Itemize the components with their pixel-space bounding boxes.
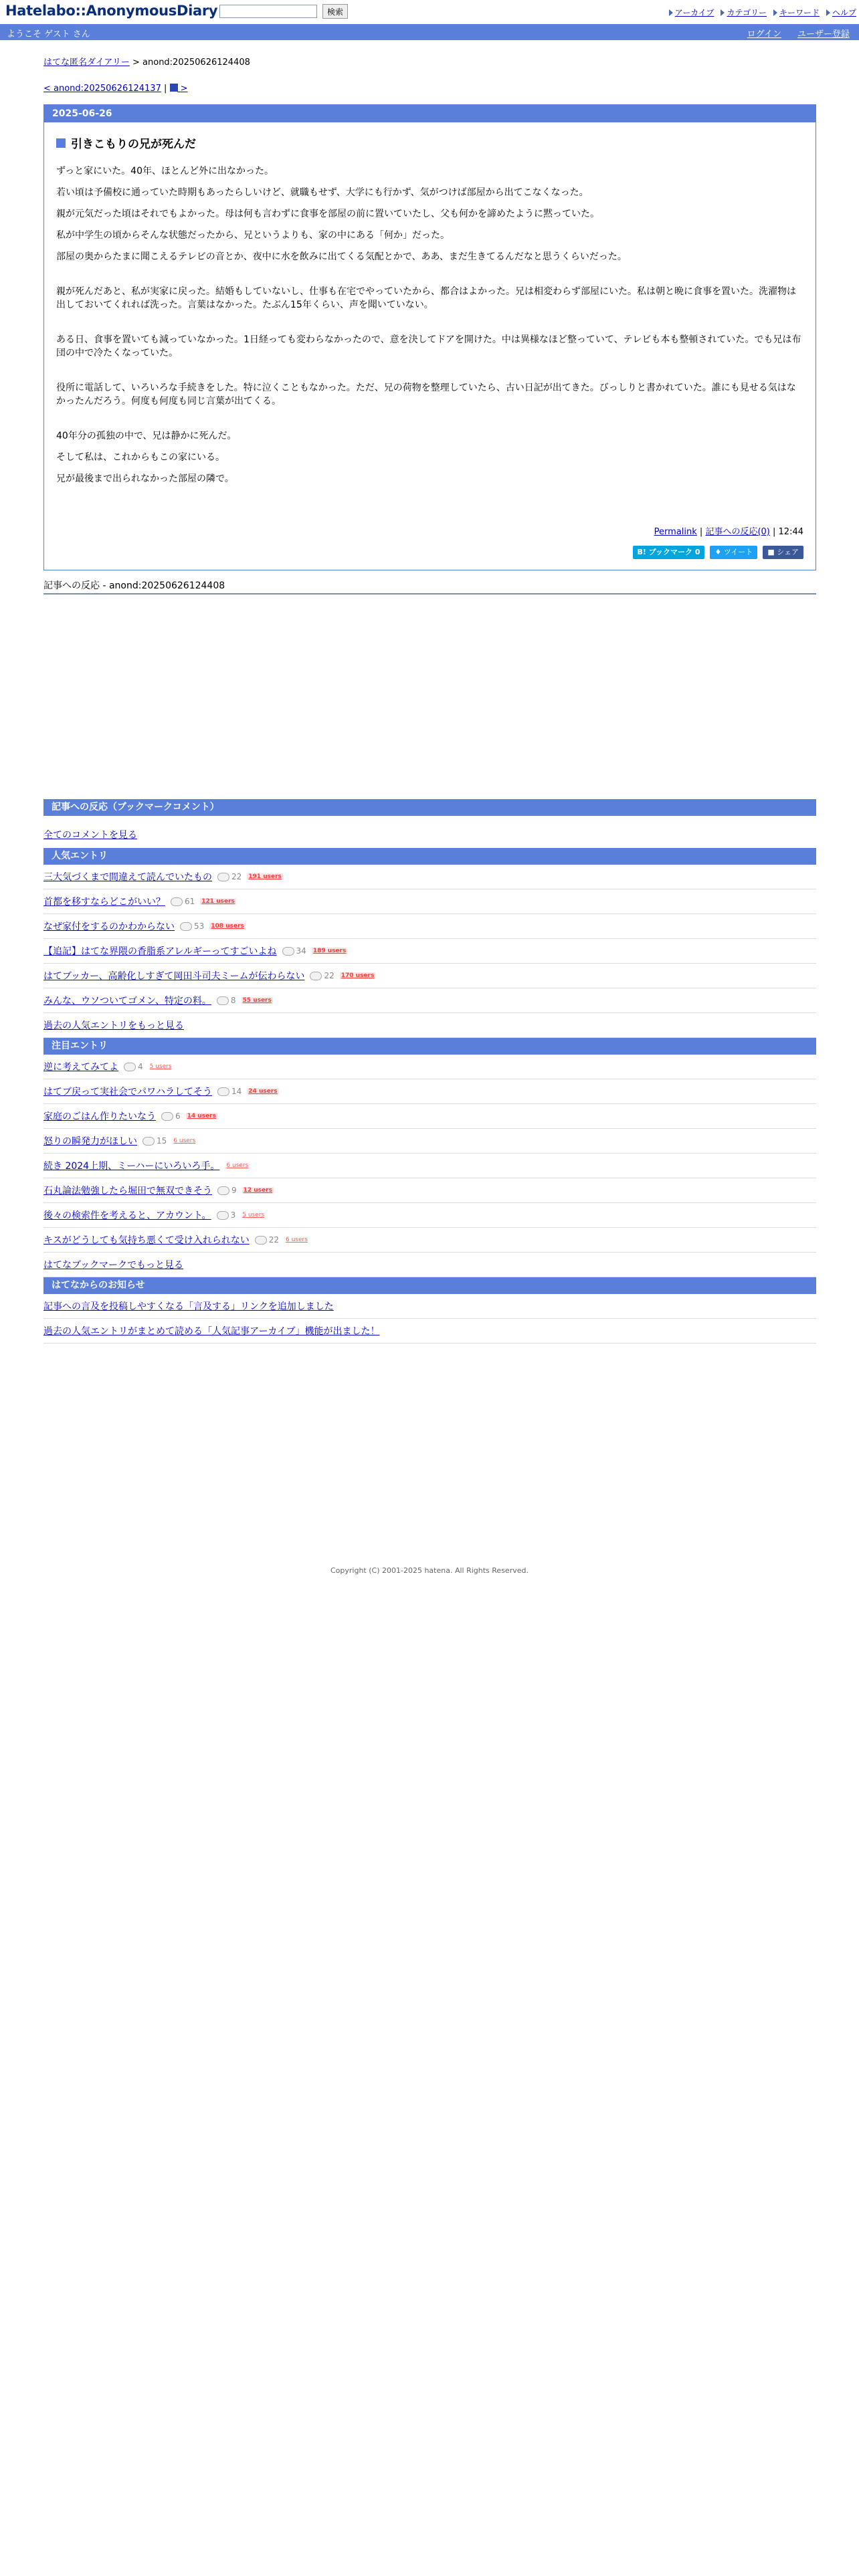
comment-bubble-icon (217, 1211, 229, 1220)
comment-bubble-icon (217, 996, 229, 1005)
entry-line: 若い頃は予備校に通っていた時期もあったらしいけど、就職もせず、大学にも行かず、気がつけば部屋から出てこなくなった。 (56, 187, 589, 198)
entry-pager (43, 84, 816, 94)
comment-count-value: 9 (231, 1186, 237, 1195)
next-entry-link[interactable] (170, 84, 188, 94)
entry-list-link[interactable]: キスがどうしても気持ち悪くて受け入れられない (43, 1235, 250, 1246)
entry-line: 役所に電話して、いろいろな手続きをした。特に泣くこともなかった。ただ、兄の荷物を整理していたら、古い日記が出てきた。びっしりと書かれていた。誰にも見せる気はなかったんだろう。何度も何度も同じ言葉が出てくる。 (56, 383, 796, 407)
entry-list-item (43, 1228, 816, 1253)
comment-bubble-icon (180, 922, 192, 931)
hatena-bookmark-label: B! ブックマーク (637, 548, 692, 556)
entry-list-link[interactable]: 首都を移すならどこがいい？ (43, 897, 165, 907)
square-icon (170, 84, 178, 92)
comment-bubble-icon (217, 1087, 229, 1096)
nav-category-link[interactable]: カテゴリー (727, 8, 767, 17)
top-nav (669, 7, 856, 18)
comment-count-value: 3 (230, 1210, 236, 1220)
entry-list-link[interactable]: なぜ家付をするのかわからない (43, 922, 175, 932)
bird-icon: ♦ (714, 548, 722, 556)
comment-count[interactable] (161, 1111, 181, 1121)
comment-count[interactable] (217, 996, 236, 1005)
nav-help[interactable] (826, 7, 856, 18)
news-link[interactable]: 過去の人気エントリがまとめて読める「人気記事アーカイブ」機能が出ました！ (43, 1326, 380, 1337)
notable-more-row (43, 1253, 816, 1277)
facebook-icon: ■ (767, 548, 775, 556)
bookmark-users-badge[interactable]: 5 users (242, 1212, 265, 1218)
tweet-label: ツイート (723, 548, 753, 556)
facebook-share-button[interactable] (763, 546, 803, 559)
news-item (43, 1294, 816, 1319)
comment-count[interactable] (217, 1186, 237, 1195)
entry-list-link[interactable]: 石丸論法勉強したら堀田で無双できそう (43, 1186, 212, 1196)
entry-body (56, 165, 803, 486)
entry-list-link[interactable]: はてブ戻って実社会でパワハラしてそう (43, 1087, 212, 1097)
comment-count[interactable] (282, 946, 306, 956)
comment-bubble-icon (282, 947, 294, 956)
main-content (43, 40, 816, 1344)
entry-list-item (43, 1104, 816, 1129)
comment-count-value: 6 (175, 1111, 181, 1121)
all-comments-link[interactable]: 全てのコメントを見る (43, 830, 137, 841)
comment-bubble-icon (142, 1137, 155, 1146)
entry-line: ある日、食事を置いても減っていなかった。1日経っても変わらなかったので、意を決してドアを開けた。中は異様なほど整っていて、テレビも本も整頓されていた。でも兄は布団の中で冷たくなっていた。 (56, 334, 801, 358)
comment-bubble-icon (310, 972, 322, 980)
news-section-title: はてなからのお知らせ (43, 1277, 816, 1294)
entry-line: 親が死んだあと、私が実家に戻った。結婚もしていないし、仕事も在宅でやっていたから、都合はよかった。兄は相変わらず部屋にいた。私は朝と晩に食事を置いた。洗濯物は出しておいてくれれば洗った。言葉はなかった。たぶん15年くらい、声を聞いていない。 (56, 286, 796, 310)
nav-archive-link[interactable]: アーカイブ (674, 8, 714, 17)
notable-section-title: 注目エントリ (43, 1038, 816, 1055)
comment-count-value: 53 (194, 922, 205, 931)
entry-list-link[interactable]: 三大気づくまで間違えて読んでいたもの (43, 872, 212, 883)
arrow-right-icon (669, 9, 673, 16)
comment-count-value: 34 (296, 946, 306, 956)
bookmark-users-badge[interactable]: 55 users (242, 997, 272, 1004)
entry-list-item (43, 914, 816, 939)
entry-list-link[interactable]: 怒りの瞬発力がほしい (43, 1136, 137, 1147)
entry-list-link[interactable]: 家庭のごはん作りたいなう (43, 1111, 156, 1122)
permalink[interactable]: Permalink (654, 527, 697, 537)
comment-count-value: 22 (268, 1235, 279, 1245)
reactions-link[interactable]: 記事への反応(0) (705, 527, 770, 537)
entry-list-item (43, 1178, 816, 1203)
entry-line: 兄が最後まで出られなかった部屋の隣で。 (56, 473, 234, 484)
welcome-bar (0, 24, 859, 40)
entry-title[interactable] (56, 134, 816, 151)
pager-separator: | (164, 84, 167, 94)
login-link[interactable]: ログイン (747, 29, 781, 39)
bookmark-count: 0 (694, 548, 700, 556)
entry-line: そして私は、これからもこの家にいる。 (56, 452, 225, 463)
search-button[interactable]: 検索 (322, 4, 348, 19)
entry-list-item (43, 964, 816, 988)
bookmark-users-badge[interactable]: 189 users (312, 948, 347, 954)
entry-list-item (43, 1079, 816, 1104)
entry-footer: Permalink | 記事への反応(0) | 12:44 (654, 527, 803, 537)
nav-keyword-link[interactable]: キーワード (779, 8, 820, 17)
comments-section-title: 記事への反応（ブックマークコメント） (43, 799, 816, 816)
entry-list-item (43, 1055, 816, 1079)
comment-count-value: 15 (157, 1136, 167, 1146)
reactions-heading: 記事への反応 - anond:20250626124408 (43, 578, 816, 595)
entry-list-link[interactable]: 後々の検索件を考えると、アカウント。 (43, 1210, 211, 1221)
comment-count[interactable] (217, 1210, 236, 1220)
entry-list-item (43, 889, 816, 914)
share-buttons (633, 546, 803, 559)
breadcrumb-separator: > (132, 58, 140, 68)
entry-list-item (43, 865, 816, 889)
entry-list-item (43, 1129, 816, 1154)
bookmark-users-badge[interactable]: 191 users (248, 873, 282, 880)
popular-list (43, 865, 816, 1013)
notable-list (43, 1055, 816, 1253)
nav-help-link[interactable]: ヘルプ (832, 8, 856, 17)
comment-count[interactable] (255, 1235, 279, 1245)
diary-entry (43, 104, 816, 570)
nav-keyword[interactable] (773, 7, 820, 18)
nav-category[interactable] (721, 7, 767, 18)
comment-count-value: 22 (324, 971, 335, 980)
comment-bubble-icon (217, 873, 229, 881)
entry-title-text: 引きこもりの兄が死んだ (71, 138, 196, 151)
bookmark-users-badge[interactable]: 6 users (286, 1237, 308, 1243)
popular-more-link[interactable]: 過去の人気エントリをもっと見る (43, 1021, 184, 1031)
bookmark-users-badge[interactable]: 24 users (248, 1088, 278, 1095)
entry-list-item (43, 1203, 816, 1228)
nav-archive[interactable] (669, 7, 714, 18)
arrow-right-icon (721, 9, 725, 16)
entry-line: 部屋の奥からたまに聞こえるテレビの音とか、夜中に水を飲みに出てくる気配とかで、ああ、まだ生きてるんだなと思うくらいだった。 (56, 251, 627, 262)
breadcrumb (43, 55, 816, 68)
entry-time: 12:44 (778, 527, 803, 537)
entry-date: 2025-06-26 (44, 105, 816, 122)
notable-more-link[interactable]: はてなブックマークでもっと見る (43, 1260, 184, 1271)
entry-line: 40年分の孤独の中で、兄は静かに死んだ。 (56, 431, 237, 441)
tweet-button[interactable] (710, 546, 757, 559)
share-label: シェア (777, 548, 799, 556)
comment-count-value: 22 (231, 872, 242, 881)
bookmark-users-badge[interactable]: 170 users (341, 972, 375, 979)
entry-list-link[interactable]: 【追記】はてな界隈の香脂系アレルギーってすごいよね (43, 946, 277, 957)
comment-bubble-icon (255, 1236, 267, 1245)
entry-line: 私が中学生の頃からそんな状態だったから、兄というよりも、家の中にある「何か」だった。 (56, 230, 450, 241)
copyright: Copyright (C) 2001-2025 hatena. All Rights Reserved. (330, 1566, 529, 1575)
comment-bubble-icon (217, 1186, 229, 1195)
bookmark-users-badge[interactable]: 6 users (173, 1138, 196, 1144)
square-icon (56, 138, 66, 148)
next-arrow: > (180, 84, 188, 94)
bookmark-users-badge[interactable]: 5 users (149, 1063, 172, 1070)
search-input[interactable] (219, 5, 317, 18)
popular-section-title: 人気エントリ (43, 848, 816, 865)
site-logo[interactable]: Hatelabo::AnonymousDiary (5, 3, 218, 19)
entry-line: ずっと家にいた。40年、ほとんど外に出なかった。 (56, 166, 274, 177)
prev-entry-link[interactable]: < anond:20250626124137 (43, 84, 161, 94)
entry-list-item (43, 988, 816, 1013)
comment-count[interactable] (124, 1062, 143, 1071)
welcome-text: ようこそ ゲスト さん (7, 29, 90, 39)
comment-count[interactable] (217, 1087, 242, 1096)
news-link[interactable]: 記事への言及を投稿しやすくなる「言及する」リンクを追加しました (43, 1301, 334, 1312)
news-item (43, 1319, 816, 1344)
comment-count[interactable] (310, 971, 334, 980)
arrow-right-icon (773, 9, 777, 16)
hatena-bookmark-button[interactable] (633, 546, 705, 559)
register-link[interactable]: ユーザー登録 (797, 29, 850, 39)
entry-list-link[interactable]: 逆に考えてみてよ (43, 1062, 118, 1073)
comment-count-value: 8 (230, 996, 236, 1005)
comment-bubble-icon (161, 1112, 173, 1121)
entry-list-link[interactable]: はてブッカー、高齢化しすぎて岡田斗司夫ミームが伝わらない (43, 971, 305, 982)
comment-count[interactable] (180, 922, 204, 931)
header (0, 0, 859, 24)
popular-more-row (43, 1013, 816, 1038)
comment-count[interactable] (142, 1136, 167, 1146)
entry-list-item (43, 939, 816, 964)
comment-bubble-icon (124, 1063, 136, 1071)
bookmark-users-badge[interactable]: 6 users (226, 1162, 249, 1169)
comment-count-value: 61 (185, 897, 195, 906)
comment-bubble-icon (171, 897, 183, 906)
comment-count[interactable] (217, 872, 242, 881)
breadcrumb-current: anond:20250626124408 (142, 58, 250, 68)
breadcrumb-home[interactable]: はてな匿名ダイアリー (43, 58, 130, 68)
bookmark-users-badge[interactable]: 12 users (243, 1187, 272, 1194)
comment-count[interactable] (171, 897, 195, 906)
entry-line: 親が元気だった頃はそれでもよかった。母は何も言わずに食事を部屋の前に置いていたし、父も何かを諦めたように黙っていた。 (56, 209, 599, 219)
bookmark-users-badge[interactable]: 108 users (211, 923, 244, 930)
comment-count-value: 4 (138, 1062, 143, 1071)
arrow-right-icon (826, 9, 830, 16)
entry-list-item (43, 1154, 816, 1178)
entry-list-link[interactable]: みんな、ウソついてゴメン、特定の料。 (43, 996, 211, 1006)
bookmark-users-badge[interactable]: 14 users (187, 1113, 216, 1119)
entry-list-link[interactable]: 続き 2024上期、ミーハーにいろいろ手。 (43, 1161, 220, 1172)
bookmark-users-badge[interactable]: 121 users (201, 898, 235, 905)
comment-count-value: 14 (231, 1087, 242, 1096)
